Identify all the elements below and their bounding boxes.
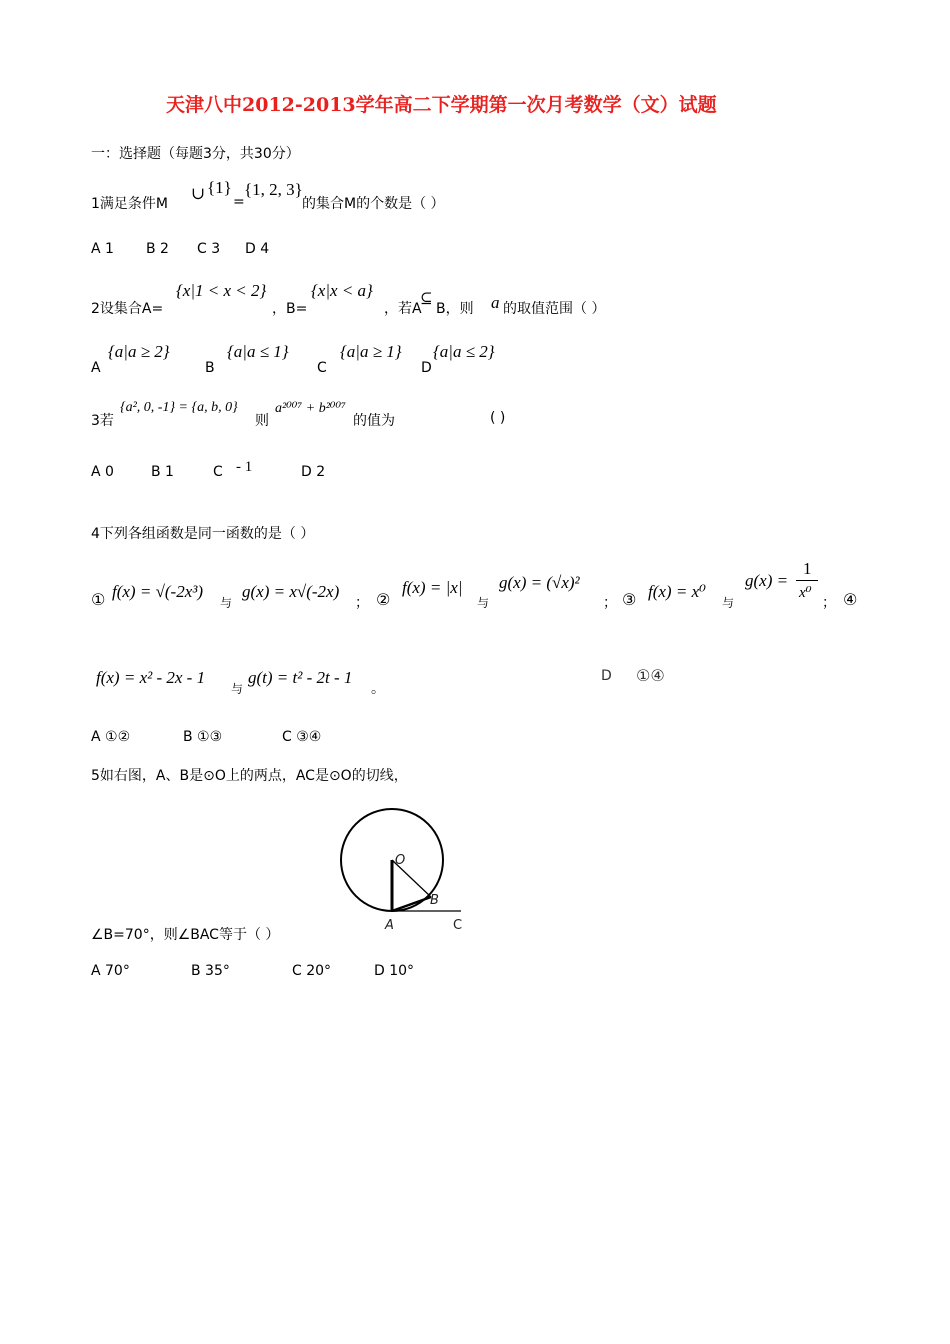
q2-option-d-set: {a|a ≤ 2} [433,342,495,361]
q4-item-3-sep: ； [822,595,836,611]
q4-item-1-sep: ； [355,595,369,611]
q2-post: 的取值范围（ ） [503,301,606,317]
q3-pre: 3若 [91,413,114,429]
label-c: C [453,918,463,933]
chord-ab [392,897,431,911]
q1-eq: = [233,194,245,210]
q4-option-c: C ③④ [282,729,322,745]
q1-pre: 1满足条件M [91,196,168,212]
q4-item-2-sep: ； [603,595,617,611]
q2-var: a [491,293,500,312]
q2-cond: ，若A [384,301,422,317]
q2-option-b-set: {a|a ≤ 1} [227,342,289,361]
q1-option-c: C 3 [197,241,221,257]
q4-item-2-f: f(x) = |x| [402,578,463,597]
q5-option-c: C 20° [292,963,332,979]
q4-item-3-g-denominator: x⁰ [799,585,812,601]
q4-item-1-number: ① [91,590,106,609]
q3-mid: 则 [255,413,269,429]
q2-option-b-label: B [205,360,215,376]
q4-item-2-with: 与 [477,596,490,610]
q4-item-4-number: ④ [843,590,858,609]
q2-set-b: {x|x < a} [311,281,373,300]
q3-option-a: A 0 [91,464,114,480]
q3-post: 的值为 [353,413,395,429]
q4-item-1-g: g(x) = x√(-2x) [242,582,340,601]
q5-option-a: A 70° [91,963,130,979]
q4-stem: 4下列各组函数是同一函数的是（ ） [91,526,315,542]
q4-option-b: B ①③ [183,729,223,745]
q1-set-one: {1} [207,178,232,197]
q2-cond2: B，则 [436,301,474,317]
q4-item-2-number: ② [376,590,391,609]
label-a: A [385,918,394,933]
q2-option-a-label: A [91,360,101,376]
circle-tangent-figure [335,800,470,935]
fraction-bar [796,580,818,581]
q1-union: ∪ [191,184,206,203]
q1-option-b: B 2 [146,241,169,257]
q4-item-3-g-numerator: 1 [803,559,812,578]
q3-answer-paren: ( ) [490,410,506,426]
q2-set-a: {x|1 < x < 2} [176,281,267,300]
q4-item-1-f: f(x) = √(-2x³) [112,582,204,601]
section-heading: 一：选择题（每题3分，共30分） [91,146,300,162]
q1-set-123: {1, 2, 3} [244,180,303,199]
q3-option-c-value: - 1 [236,459,253,475]
q5-stem-2: ∠B=70°，则∠BAC等于（ ） [91,927,280,943]
q4-item-3-number: ③ [622,590,637,609]
q2-option-d-label: D [421,360,432,376]
q1-post: 的集合M的个数是（ ） [302,196,445,212]
q5-option-b: B 35° [191,963,230,979]
q3-option-c: C [213,464,223,480]
q4-item-2-g: g(x) = (√x)² [499,573,580,592]
q4-option-a: A ①② [91,729,131,745]
q4-item-3-with: 与 [722,596,735,610]
q3-set-equation: {a², 0, -1} = {a, b, 0} [120,400,238,415]
q4-item-4-end: 。 [371,681,385,697]
q3-option-d: D 2 [301,464,326,480]
q4-option-d-value: ①④ [636,666,665,685]
q4-option-d-label: D [601,668,612,684]
q2-sep-b: ，B= [272,301,308,317]
q4-item-3-f: f(x) = x⁰ [648,582,706,601]
q4-item-4-g: g(t) = t² - 2t - 1 [248,668,353,687]
q5-option-d: D 10° [374,963,415,979]
q4-item-3-g-lhs: g(x) = [745,571,789,590]
page-title: 天津八中2012-2013学年高二下学期第一次月考数学（文）试题 [166,94,717,116]
q1-option-d: D 4 [245,241,270,257]
q2-subset: ⊆ [420,291,433,307]
q2-option-a-set: {a|a ≥ 2} [108,342,170,361]
q2-pre: 2设集合A= [91,301,164,317]
q4-item-1-with: 与 [220,596,233,610]
label-b: B [430,893,439,908]
q2-option-c-label: C [317,360,327,376]
q5-stem: 5如右图，A、B是⊙O上的两点，AC是⊙O的切线， [91,768,408,784]
q4-item-4-f: f(x) = x² - 2x - 1 [96,668,206,687]
q3-expression: a²⁰⁰⁷ + b²⁰⁰⁷ [275,401,347,416]
q2-option-c-set: {a|a ≥ 1} [340,342,402,361]
q4-item-4-with: 与 [231,682,244,696]
q1-option-a: A 1 [91,241,114,257]
label-o: O [395,853,406,868]
q3-option-b: B 1 [151,464,174,480]
